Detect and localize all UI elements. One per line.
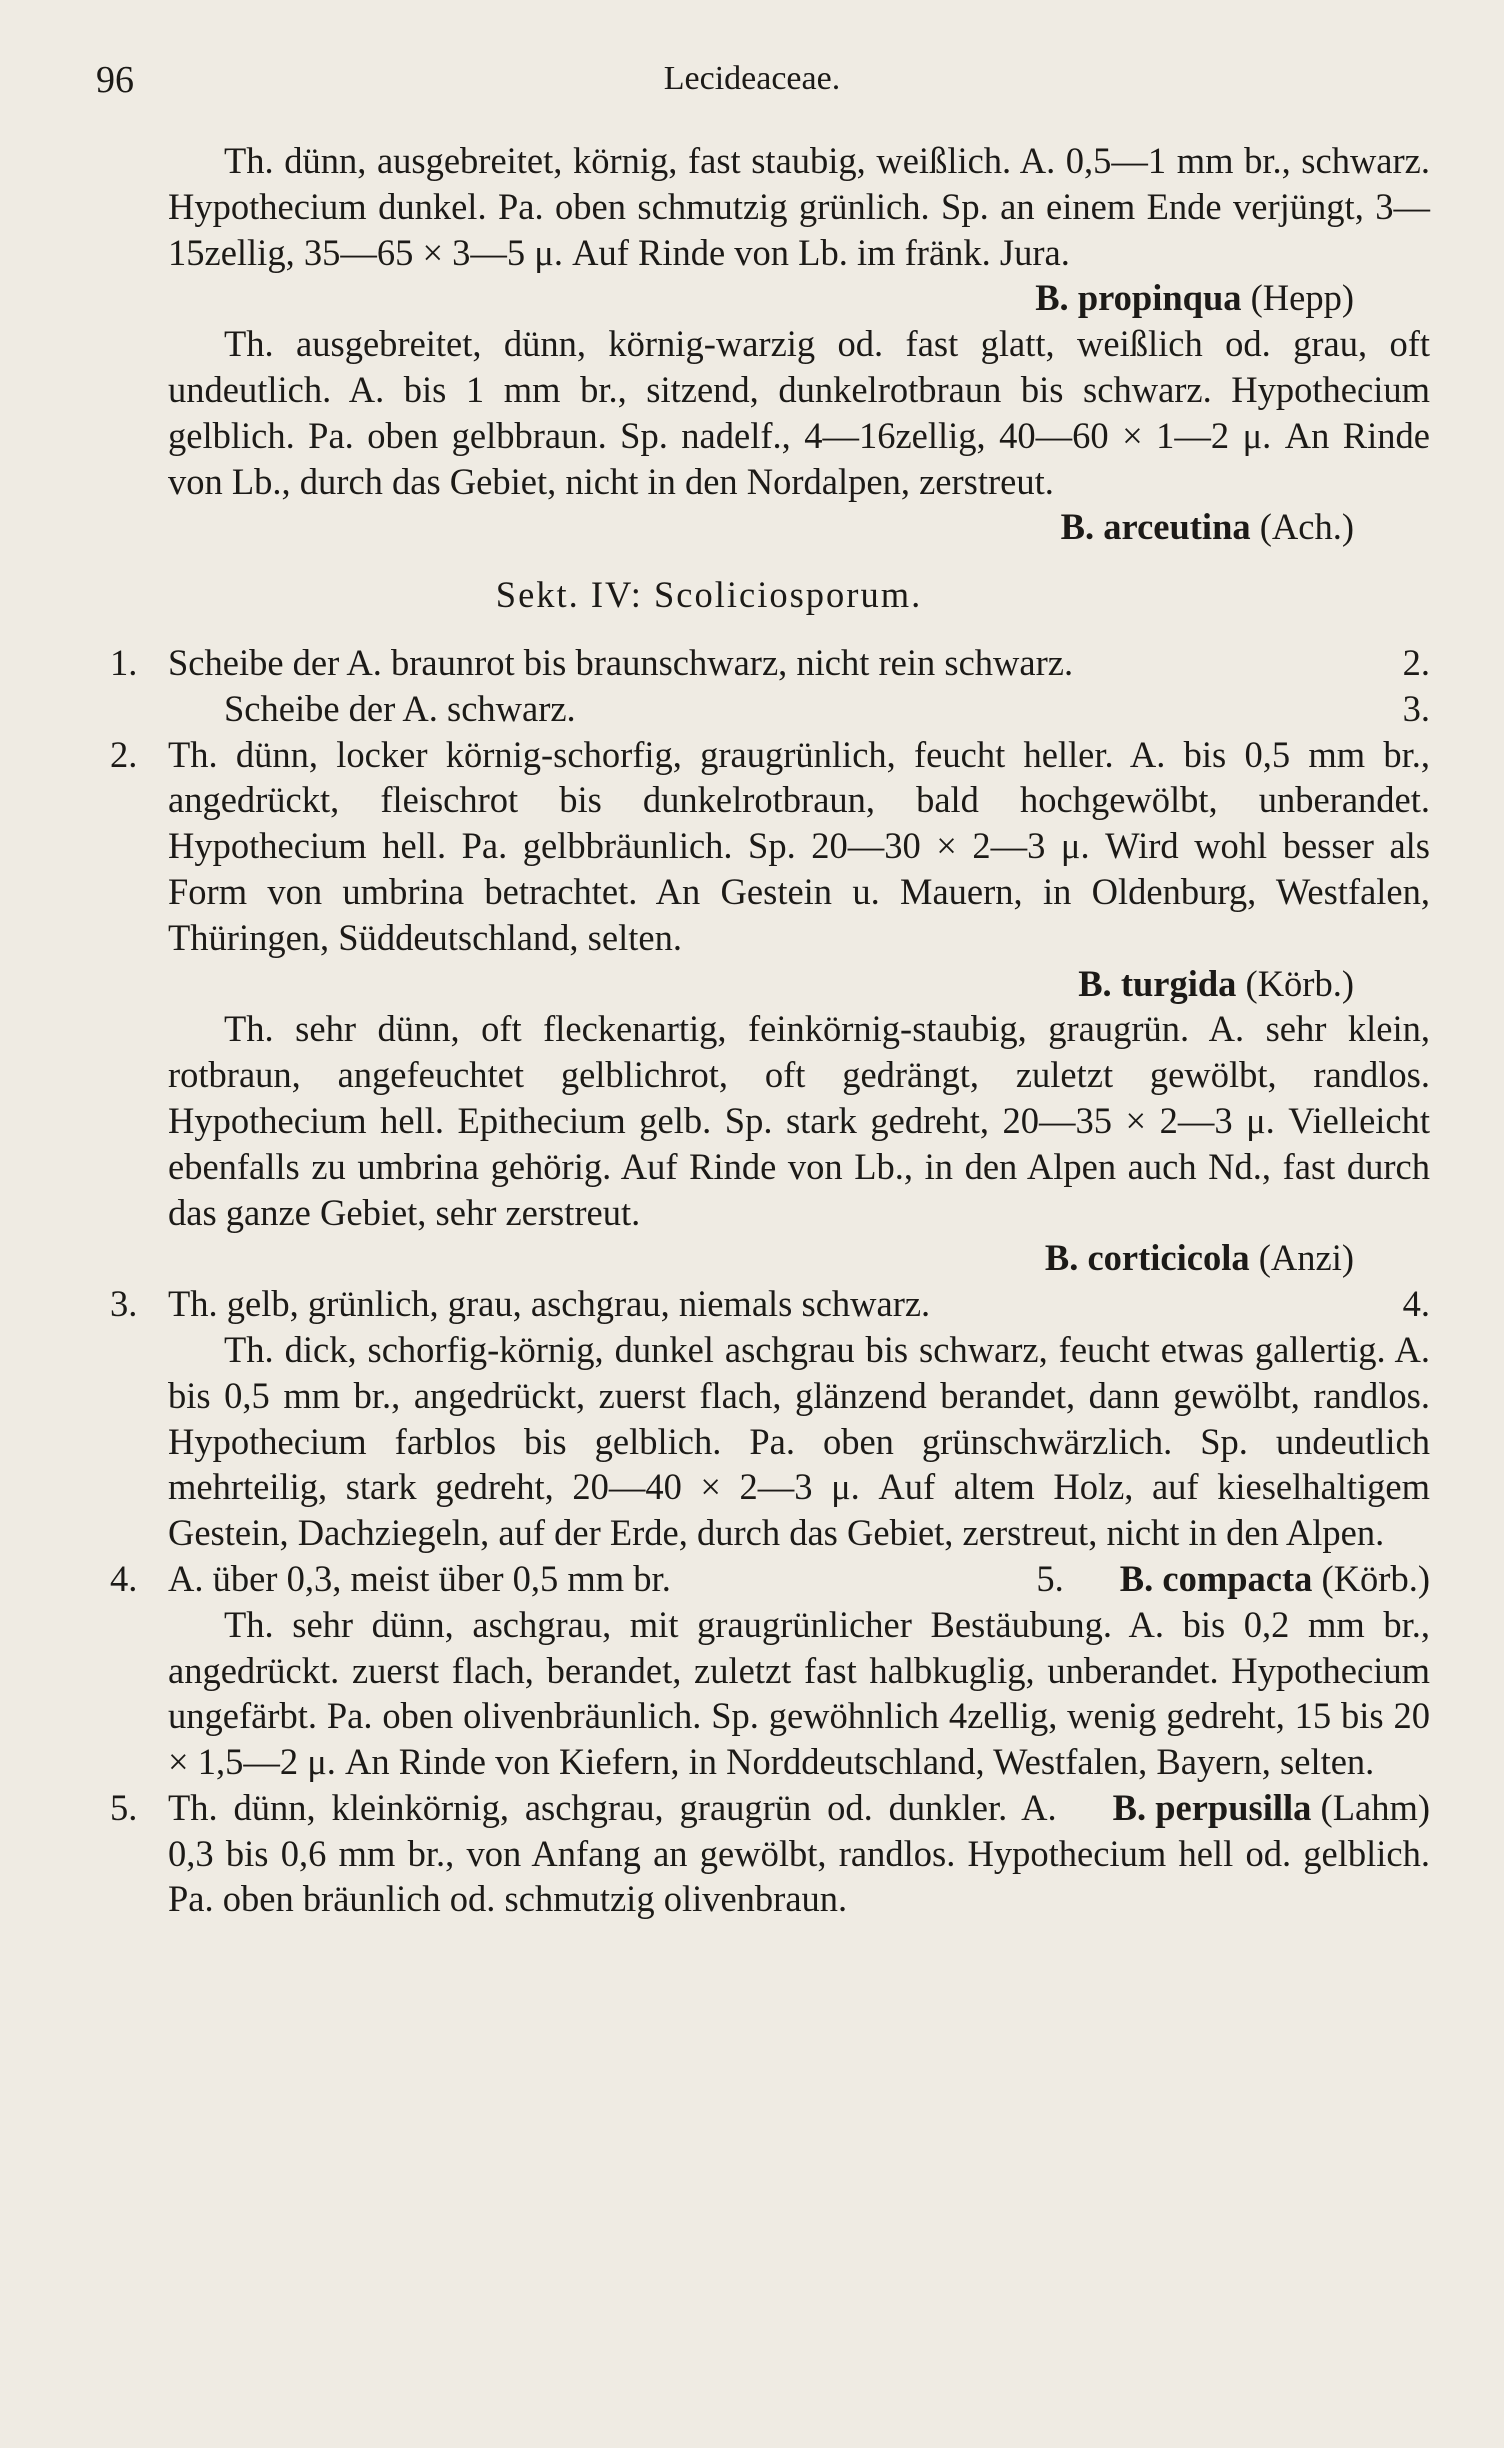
species-author: (Hepp) <box>1250 277 1354 319</box>
page-body <box>110 138 1430 1922</box>
running-title: Lecideaceae. <box>663 60 841 97</box>
genus-abbrev: B. <box>1060 506 1095 548</box>
key-text: A. über 0,3, meist über 0,5 mm br. <box>168 1557 671 1599</box>
species-author: (Anzi) <box>1258 1237 1354 1279</box>
species-author: (Körb.) <box>1321 1557 1430 1599</box>
key-couplet <box>110 732 1430 961</box>
key-number: 1. <box>110 641 138 683</box>
description-paragraph: Th. sehr dünn, oft fleckenartig, feinkörnig-staubig, graugrün. A. sehr klein, rotbraun, angefeuchtet gelblichrot, oft gedrängt, zuletzt gewölbt, randlos. Hypothecium hell. Epithecium gelb. Sp. stark gedreht, 20—35 × 2—3 μ. Vielleicht ebenfalls zu umbrina gehörig. Auf Rinde von Lb., in den Alpen auch Nd., fast durch das ganze Gebiet, sehr zerstreut. <box>168 1008 1430 1233</box>
key-number: 2. <box>110 733 138 775</box>
genus-abbrev: B. <box>1035 277 1069 319</box>
species-epithet: compacta <box>1162 1557 1313 1599</box>
key-couplet <box>110 1785 1430 1922</box>
species-heading <box>168 1235 1430 1281</box>
description-paragraph <box>168 1602 1430 1828</box>
description-text: Th. dick, schorfig-körnig, dunkel aschgrau bis schwarz, feucht etwas gallertig. A. bis 0,5 mm br., angedrückt, zuerst flach, glänzend berandet, dann gewölbt, randlos. Hypothecium farblos bis gelblich. Pa. oben grünschwärzlich. Sp. undeutlich mehrteilig, stark gedreht, 20—40 × 2—3 μ. Auf altem Holz, auf kieselhaltigem Gestein, Dachziegeln, auf der Erde, durch das Gebiet, zerstreut, nicht in den Alpen. <box>168 1328 1430 1554</box>
key-target: 5. <box>1036 1557 1064 1599</box>
key-text: Th. gelb, grünlich, grau, aschgrau, niemals schwarz. <box>168 1283 931 1325</box>
species-name <box>1061 506 1354 547</box>
page-number: 96 <box>96 59 134 101</box>
species-epithet: arceutina <box>1103 506 1251 548</box>
key-number: 5. <box>110 1786 138 1828</box>
key-target: 4. <box>1402 1283 1430 1325</box>
key-text: Scheibe der A. braunrot bis braunschwarz, nicht rein schwarz. <box>168 641 1074 683</box>
key-text: Th. dünn, locker körnig-schorfig, graugrünlich, feucht heller. A. bis 0,5 mm br., angedrückt, fleischrot bis dunkelrotbraun, bald hochgewölbt, unberandet. Hypothecium hell. Pa. gelbbräunlich. Sp. 20—30 × 2—3 μ. Wird wohl besser als Form von umbrina betrachtet. An Gestein u. Mauern, in Oldenburg, Westfalen, Thüringen, Süddeutschland, selten. <box>168 733 1430 958</box>
description-text: Th. sehr dünn, aschgrau, mit graugrünlicher Bestäubung. A. bis 0,2 mm br., angedrückt. zuerst flach, berandet, zuletzt fast halbkuglig, unberandet. Hypothecium ungefärbt. Pa. oben olivenbräunlich. Sp. gewöhnlich 4zellig, wenig gedreht, 15 bis 20 × 1,5—2 μ. An Rinde von Kiefern, in Norddeutschland, Westfalen, Bayern, selten. <box>168 1603 1430 1783</box>
species-heading <box>168 961 1430 1007</box>
key-number: 4. <box>110 1557 138 1599</box>
description-paragraph: Th. ausgebreitet, dünn, körnig-warzig od. fast glatt, weißlich od. grau, oft undeutlich. A. bis 1 mm br., sitzend, dunkelrotbraun bis schwarz. Hypothecium gelblich. Pa. oben gelbbraun. Sp. nadelf., 4—16zellig, 40—60 × 1—2 μ. An Rinde von Lb., durch das Gebiet, nicht in den Nordalpen, zerstreut. <box>168 323 1430 502</box>
genus-abbrev: B. <box>1112 1786 1147 1828</box>
genus-abbrev: B. <box>1078 962 1112 1004</box>
genus-abbrev: B. <box>1044 1237 1079 1279</box>
species-name <box>1045 1237 1354 1278</box>
key-couplet <box>110 1556 1430 1602</box>
species-heading <box>168 275 1430 321</box>
species-name <box>1035 277 1354 318</box>
key-target: 2. <box>1402 641 1430 683</box>
species-author: (Ach.) <box>1259 506 1354 548</box>
species-epithet: corticicola <box>1087 1237 1250 1279</box>
species-author: (Körb.) <box>1245 962 1354 1004</box>
key-text: Scheibe der A. schwarz. <box>224 687 576 729</box>
genus-abbrev: B. <box>1119 1557 1154 1599</box>
species-name <box>1078 963 1354 1004</box>
key-couplet <box>168 686 1430 732</box>
key-target: 3. <box>1402 687 1430 729</box>
description-paragraph: Th. dünn, ausgebreitet, körnig, fast staubig, weißlich. A. 0,5—1 mm br., schwarz. Hypothecium dunkel. Pa. oben schmutzig grünlich. Sp. an einem Ende verjüngt, 3—15zellig, 35—65 × 3—5 μ. Auf Rinde von Lb. im fränk. Jura. <box>168 140 1430 273</box>
key-couplet <box>110 640 1430 686</box>
key-couplet <box>110 1281 1430 1327</box>
page-header <box>0 58 1504 118</box>
key-text: Th. dünn, kleinkörnig, aschgrau, graugrün od. dunkler. A. 0,3 bis 0,6 mm br., von Anfang an gewölbt, randlos. Hypothecium hell od. gelblich. Pa. oben bräunlich od. schmutzig olivenbraun. <box>168 1786 1430 1920</box>
section-heading: Sekt. IV: Scoliciosporum. <box>495 574 923 616</box>
species-epithet: perpusilla <box>1155 1786 1312 1828</box>
species-author: (Lahm) <box>1320 1786 1430 1828</box>
species-epithet: propinqua <box>1077 277 1242 319</box>
key-number: 3. <box>110 1283 138 1325</box>
species-epithet: turgida <box>1120 962 1237 1004</box>
species-heading <box>168 504 1430 550</box>
